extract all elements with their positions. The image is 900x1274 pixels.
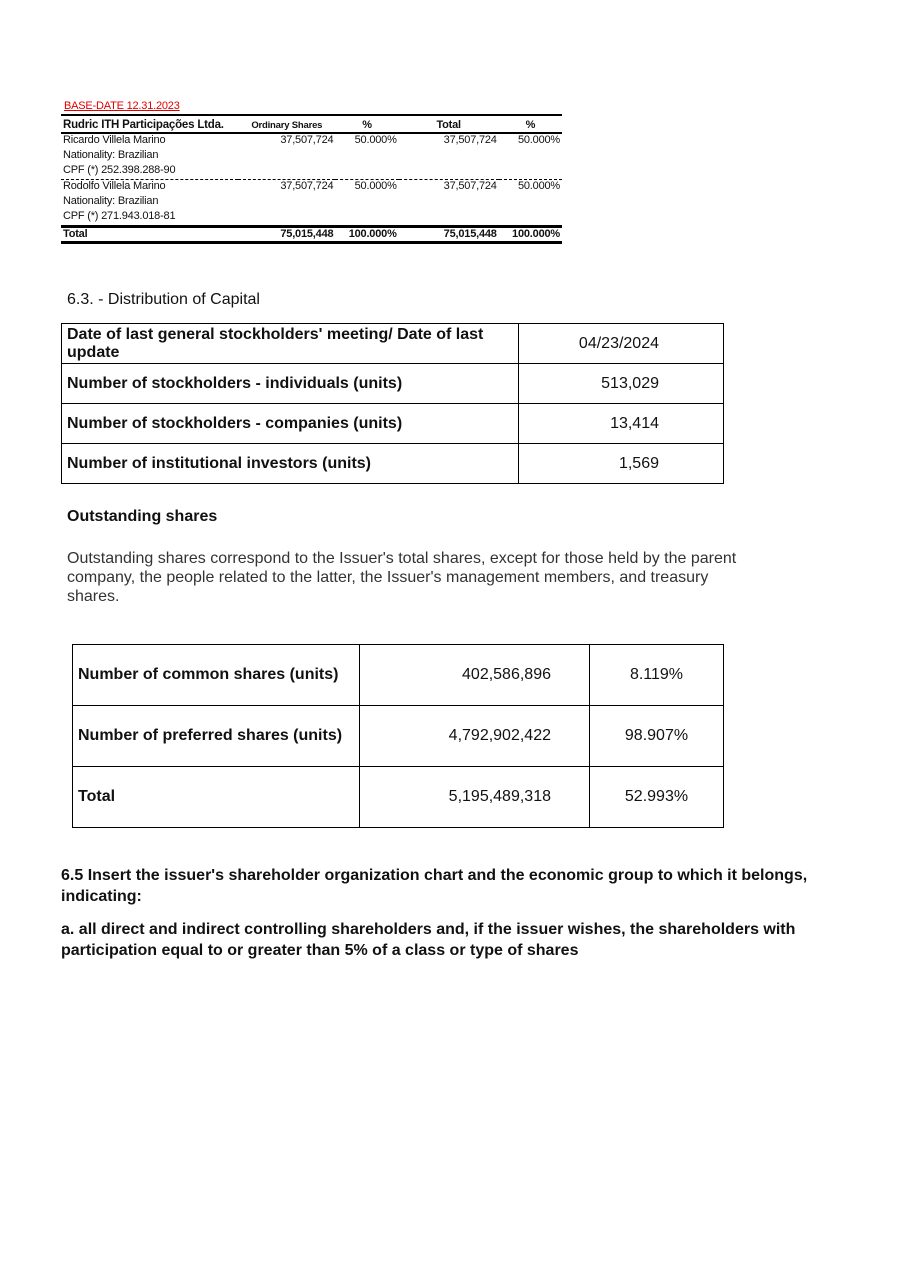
distribution-label: Number of institutional investors (units) [62,444,519,484]
shares-number: 4,792,902,422 [360,706,590,767]
total-total-shares: 75,015,448 [399,227,499,243]
company-header: Rudric ITH Participações Ltda. [61,115,238,133]
table-row [61,210,562,227]
table-row [62,444,724,484]
ordinary-shares: 37,507,724 [280,180,334,192]
ordinary-shares-header: Ordinary Shares [238,115,335,133]
table-header-row [61,115,562,133]
total-percent: 50.000% [517,180,560,192]
base-date: BASE-DATE 12.31.2023 [64,100,180,112]
distribution-label: Number of stockholders - companies (units) [62,404,519,444]
table-row [62,324,724,364]
holder-cpf: CPF (*) 271.943.018-81 [63,210,176,222]
shares-percent: 52.993% [590,767,724,828]
distribution-label: Date of last general stockholders' meeting/ Date of last update [62,324,519,364]
total-shares: 37,507,724 [443,134,497,146]
holder-name: Ricardo Villela Marino [63,134,166,146]
ordinary-shares: 37,507,724 [280,134,334,146]
holder-nationality: Nationality: Brazilian [63,195,159,207]
distribution-label: Number of stockholders - individuals (units) [62,364,519,404]
total-total-percent: 100.000% [499,227,562,243]
distribution-value: 513,029 [519,364,724,404]
section-heading-6-3: 6.3. - Distribution of Capital [67,291,260,308]
table-row [62,364,724,404]
total-percent: 50.000% [517,134,560,146]
shares-percent: 8.119% [590,645,724,706]
outstanding-shares-paragraph: Outstanding shares correspond to the Issuer's total shares, except for those held by the parent company, the people related to the latter, the Issuer's management members, and treasury shares. [67,550,737,605]
shares-label: Number of preferred shares (units) [73,706,360,767]
table-row [61,195,562,210]
shares-percent: 98.907% [590,706,724,767]
table-row [61,180,562,196]
holder-cpf: CPF (*) 252.398.288-90 [61,164,238,180]
holder-name: Rodolfo Villela Marino [63,180,166,192]
stockholder-table [61,114,562,244]
total-ordinary-percent: 100.000% [335,227,398,243]
table-row [62,404,724,444]
total-shares: 37,507,724 [443,180,497,192]
table-row [61,133,562,149]
distribution-value: 04/23/2024 [519,324,724,364]
shares-number: 402,586,896 [360,645,590,706]
total-header: Total [399,115,499,133]
percent-total-header: % [499,115,562,133]
distribution-value: 1,569 [519,444,724,484]
shares-label: Total [73,767,360,828]
outstanding-shares-table [72,644,724,828]
percent-header: % [335,115,398,133]
total-ordinary-shares: 75,015,448 [238,227,335,243]
section-item-a: a. all direct and indirect controlling shareholders and, if the issuer wishes, the shareholders with participation equal to or greater than 5% of a class or type of shares [61,921,796,959]
table-row [73,767,724,828]
table-row [73,645,724,706]
total-label: Total [61,227,238,243]
section-heading-6-5: 6.5 Insert the issuer's shareholder organization chart and the economic group to which it belongs, indicating: [61,867,808,905]
ordinary-percent: 50.000% [354,134,397,146]
table-row [73,706,724,767]
distribution-table [61,323,724,484]
holder-nationality: Nationality: Brazilian [63,149,159,161]
shares-label: Number of common shares (units) [73,645,360,706]
total-row [61,227,562,243]
table-row [61,149,562,164]
ordinary-percent: 50.000% [354,180,397,192]
distribution-value: 13,414 [519,404,724,444]
outstanding-shares-title: Outstanding shares [67,508,218,525]
table-row [61,164,562,180]
shares-number: 5,195,489,318 [360,767,590,828]
